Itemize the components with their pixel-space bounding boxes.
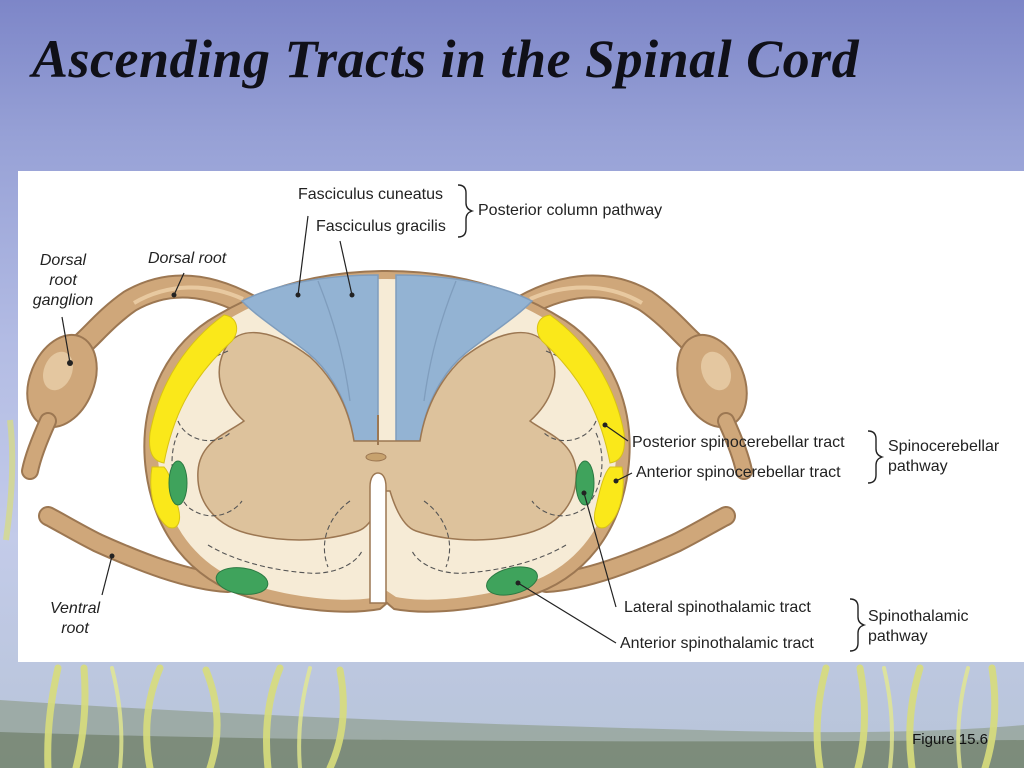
label-anterior-spinocerebellar-tract: Anterior spinocerebellar tract bbox=[636, 464, 841, 481]
label-posterior-spinocerebellar-tract: Posterior spinocerebellar tract bbox=[632, 434, 845, 451]
spinal-cord-illustration bbox=[18, 171, 1024, 662]
central-canal bbox=[366, 453, 386, 461]
label-dorsal-root: Dorsal root bbox=[148, 250, 227, 267]
label-ventral-root: Ventral root bbox=[49, 600, 101, 637]
slide-title: Ascending Tracts in the Spinal Cord bbox=[32, 29, 860, 89]
label-anterior-spinothalamic-tract: Anterior spinothalamic tract bbox=[620, 635, 814, 652]
label-dorsal-root-ganglion: Dorsal root ganglion bbox=[32, 252, 94, 309]
lateral-spinothalamic-tract-left bbox=[169, 461, 187, 505]
label-spinothalamic-pathway: Spinothalamic pathway bbox=[868, 608, 969, 645]
label-fasciculus-cuneatus: Fasciculus cuneatus bbox=[298, 186, 443, 203]
figure-reference: Figure 15.6 bbox=[912, 731, 988, 748]
anterior-median-fissure bbox=[370, 473, 386, 603]
label-fasciculus-gracilis: Fasciculus gracilis bbox=[316, 218, 446, 235]
spinal-cord-figure bbox=[18, 171, 1024, 662]
label-spinocerebellar-pathway: Spinocerebellar pathway bbox=[888, 438, 1000, 475]
label-posterior-column-pathway: Posterior column pathway bbox=[478, 202, 663, 219]
label-lateral-spinothalamic-tract: Lateral spinothalamic tract bbox=[624, 599, 811, 616]
